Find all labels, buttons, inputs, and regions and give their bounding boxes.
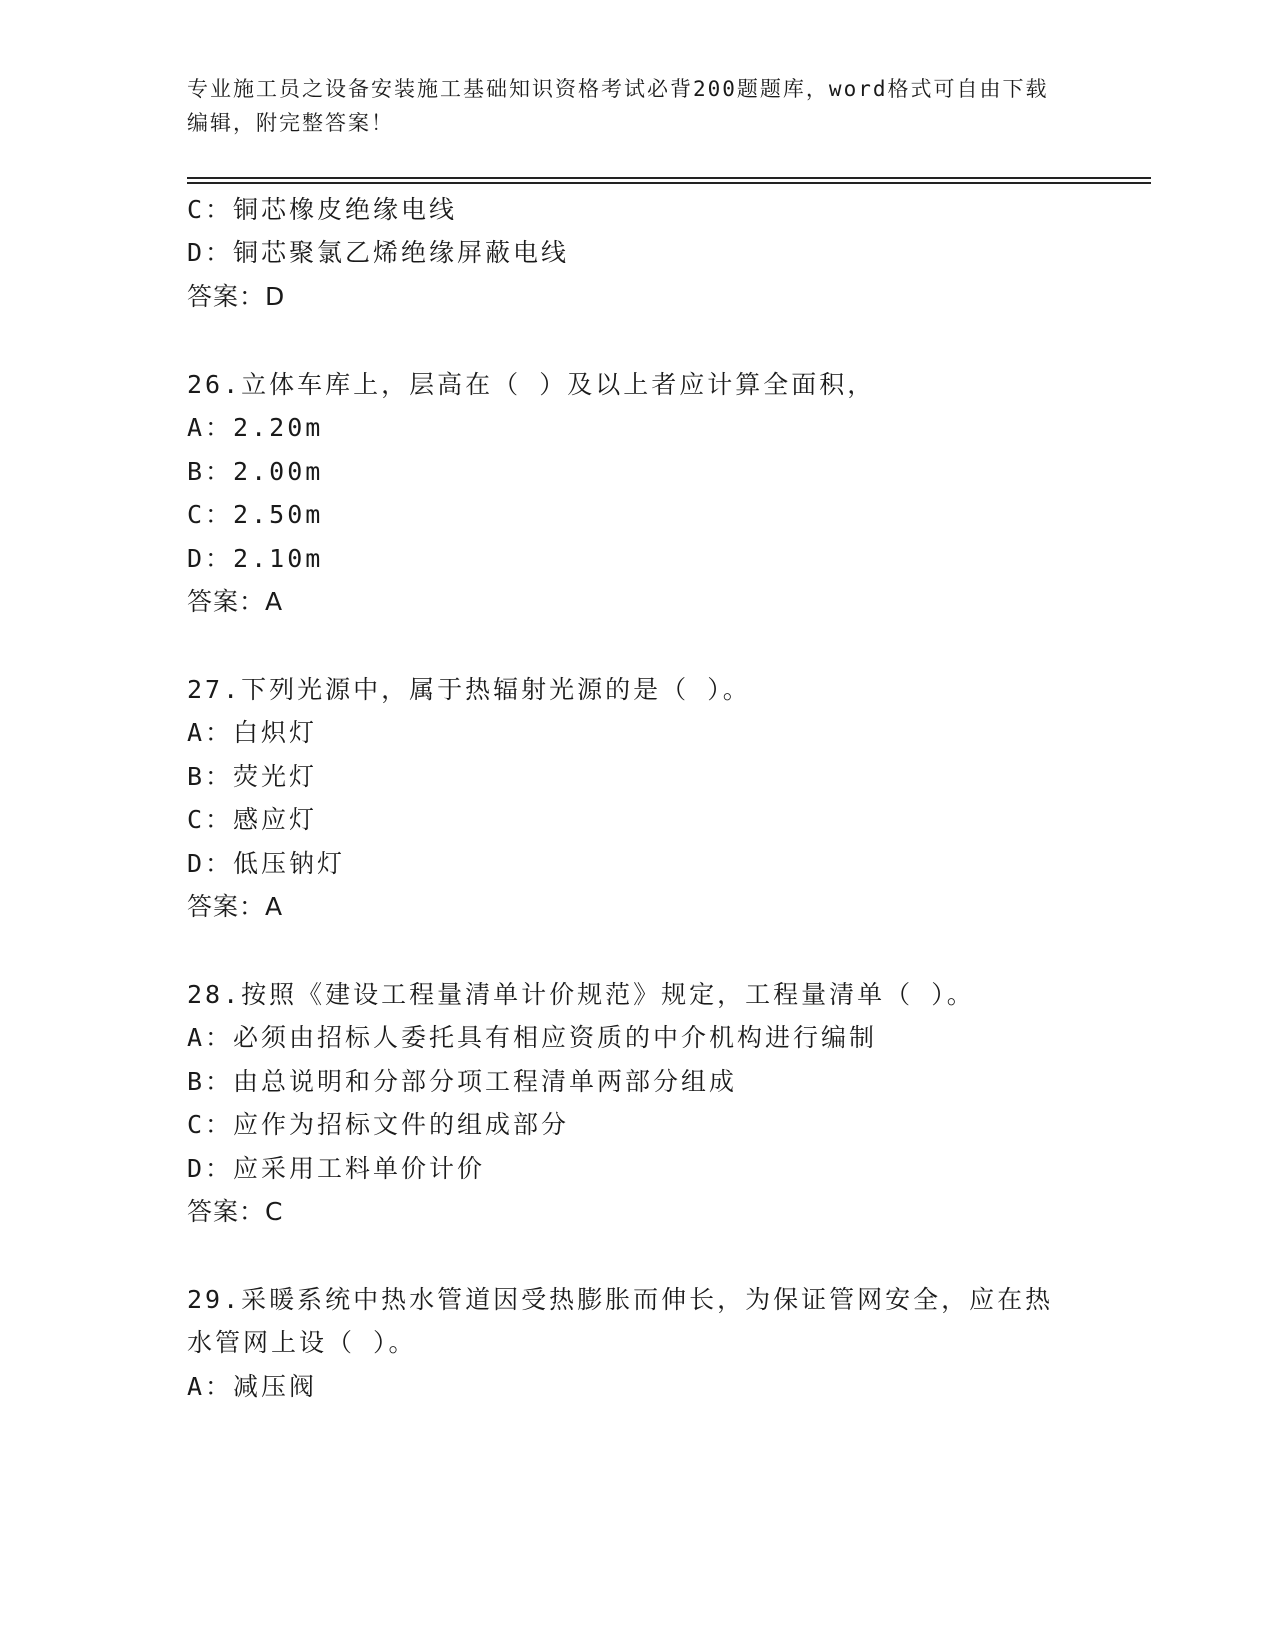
prev-answer: 答案：D <box>187 282 286 311</box>
q27-option-d: D：低压钠灯 <box>187 849 346 878</box>
q26-option-a: A：2.20m <box>187 413 324 442</box>
q29-option-a: A：减压阀 <box>187 1372 318 1401</box>
q26-stem: 26.立体车库上，层高在（ ）及以上者应计算全面积， <box>187 370 876 399</box>
q28-option-d: D：应采用工料单价计价 <box>187 1154 486 1183</box>
q28-option-a: A：必须由招标人委托具有相应资质的中介机构进行编制 <box>187 1023 878 1052</box>
header-divider-bottom <box>187 182 1151 184</box>
q27-option-c: C：感应灯 <box>187 805 318 834</box>
q28-option-b: B：由总说明和分部分项工程清单两部分组成 <box>187 1067 738 1096</box>
header-divider-top <box>187 177 1151 179</box>
q27-option-b: B：荧光灯 <box>187 762 318 791</box>
q27-stem: 27.下列光源中，属于热辐射光源的是（ ）。 <box>187 675 751 704</box>
q26-option-d: D：2.10m <box>187 544 324 573</box>
q28-answer: 答案：C <box>187 1197 284 1226</box>
q29-stem-line1: 29.采暖系统中热水管道因受热膨胀而伸长，为保证管网安全，应在热 <box>187 1285 1054 1314</box>
q27-answer: 答案：A <box>187 892 284 921</box>
q29-stem-line2: 水管网上设（ ）。 <box>187 1328 417 1357</box>
q26-option-b: B：2.00m <box>187 457 324 486</box>
prev-option-c: C：铜芯橡皮绝缘电线 <box>187 195 458 224</box>
q28-stem: 28.按照《建设工程量清单计价规范》规定，工程量清单（ ）。 <box>187 980 975 1009</box>
document-header: 专业施工员之设备安装施工基础知识资格考试必背200题题库，word格式可自由下载编辑，附完整答案！ <box>187 77 1049 135</box>
q26-option-c: C：2.50m <box>187 500 324 529</box>
q28-option-c: C：应作为招标文件的组成部分 <box>187 1110 570 1139</box>
q26-answer: 答案：A <box>187 587 284 616</box>
prev-option-d: D：铜芯聚氯乙烯绝缘屏蔽电线 <box>187 238 570 267</box>
q27-option-a: A：白炽灯 <box>187 718 318 747</box>
